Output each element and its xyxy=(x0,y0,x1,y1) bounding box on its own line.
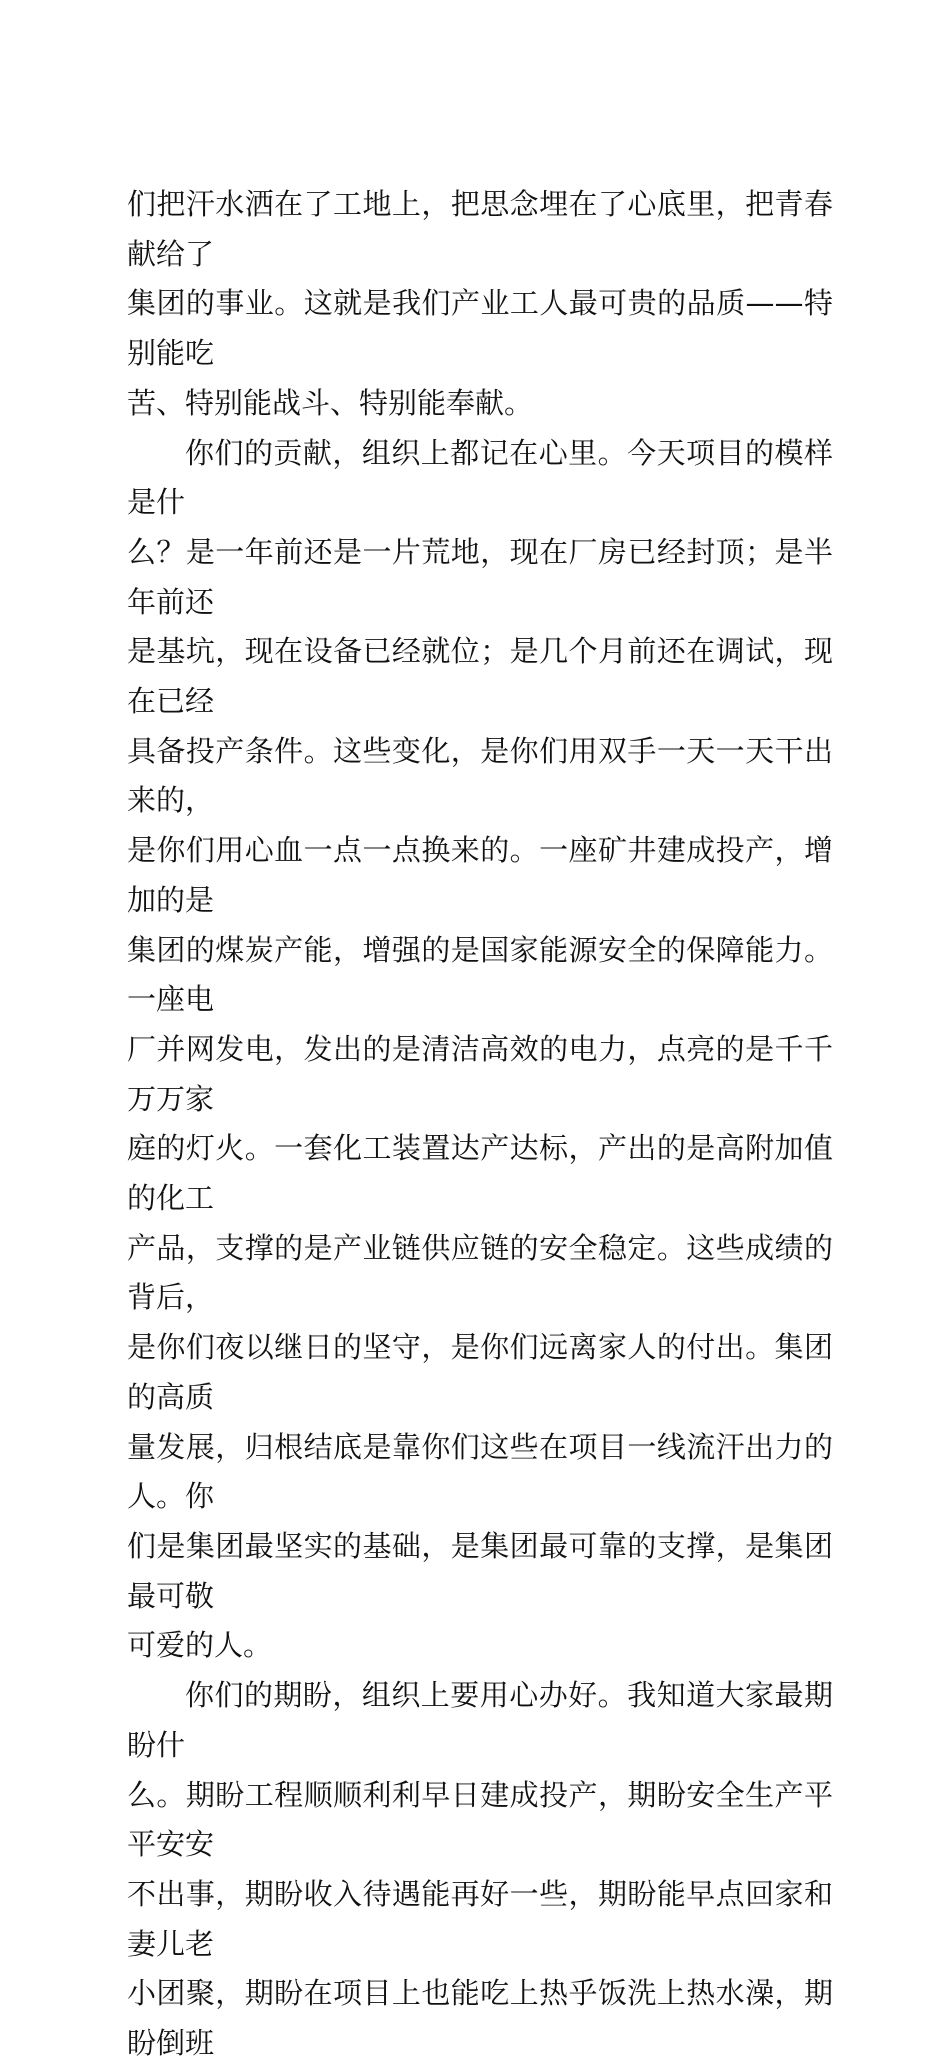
text-line: 是你们用心血一点一点换来的。一座矿井建成投产，增加的是 xyxy=(127,833,833,917)
text-line: 产品，支撑的是产业链供应链的安全稳定。这些成绩的背后， xyxy=(127,1230,833,1315)
text-line: 不出事，期盼收入待遇能再好一些，期盼能早点回家和妻儿老 xyxy=(127,1876,833,1961)
text-line: 可爱的人。 xyxy=(127,1628,273,1663)
text-line: 苦、特别能战斗、特别能奉献。 xyxy=(127,385,534,420)
text-line: 么。期盼工程顺顺利利早日建成投产，期盼安全生产平平安安 xyxy=(127,1777,833,1862)
text-line: 是基坑，现在设备已经就位；是几个月前还在调试，现在已经 xyxy=(127,634,833,719)
paragraph-expectations xyxy=(127,1671,833,2069)
text-line: 庭的灯火。一套化工装置达产达标，产出的是高附加值的化工 xyxy=(127,1131,833,1216)
text-line: 集团的煤炭产能，增强的是国家能源安全的保障能力。一座电 xyxy=(127,932,833,1017)
text-line: 是你们夜以继日的坚守，是你们远离家人的付出。集团的高质 xyxy=(127,1330,833,1414)
text-line: 具备投产条件。这些变化，是你们用双手一天一天干出来的， xyxy=(127,733,833,818)
document-body xyxy=(127,180,833,2069)
text-line: 们把汗水洒在了工地上，把思念埋在了心底里，把青春献给了 xyxy=(127,187,833,271)
text-line: 集团的事业。这就是我们产业工人最可贵的品质——特别能吃 xyxy=(127,286,833,371)
text-line: 么？是一年前还是一片荒地，现在厂房已经封顶；是半年前还 xyxy=(127,534,833,619)
text-line: 们是集团最坚实的基础，是集团最可靠的支撑，是集团最可敬 xyxy=(127,1528,833,1613)
text-line: 厂并网发电，发出的是清洁高效的电力，点亮的是千千万万家 xyxy=(127,1031,833,1116)
text-line: 小团聚，期盼在项目上也能吃上热乎饭洗上热水澡，期盼倒班 xyxy=(127,1976,833,2061)
text-line: 你们的期盼，组织上要用心办好。我知道大家最期盼什 xyxy=(127,1678,833,1762)
paragraph-contributions xyxy=(127,429,833,1672)
text-line: 量发展，归根结底是靠你们这些在项目一线流汗出力的人。你 xyxy=(127,1429,833,1514)
text-line: 你们的贡献，组织上都记在心里。今天项目的模样是什 xyxy=(127,435,833,520)
paragraph-continuation xyxy=(127,180,833,429)
